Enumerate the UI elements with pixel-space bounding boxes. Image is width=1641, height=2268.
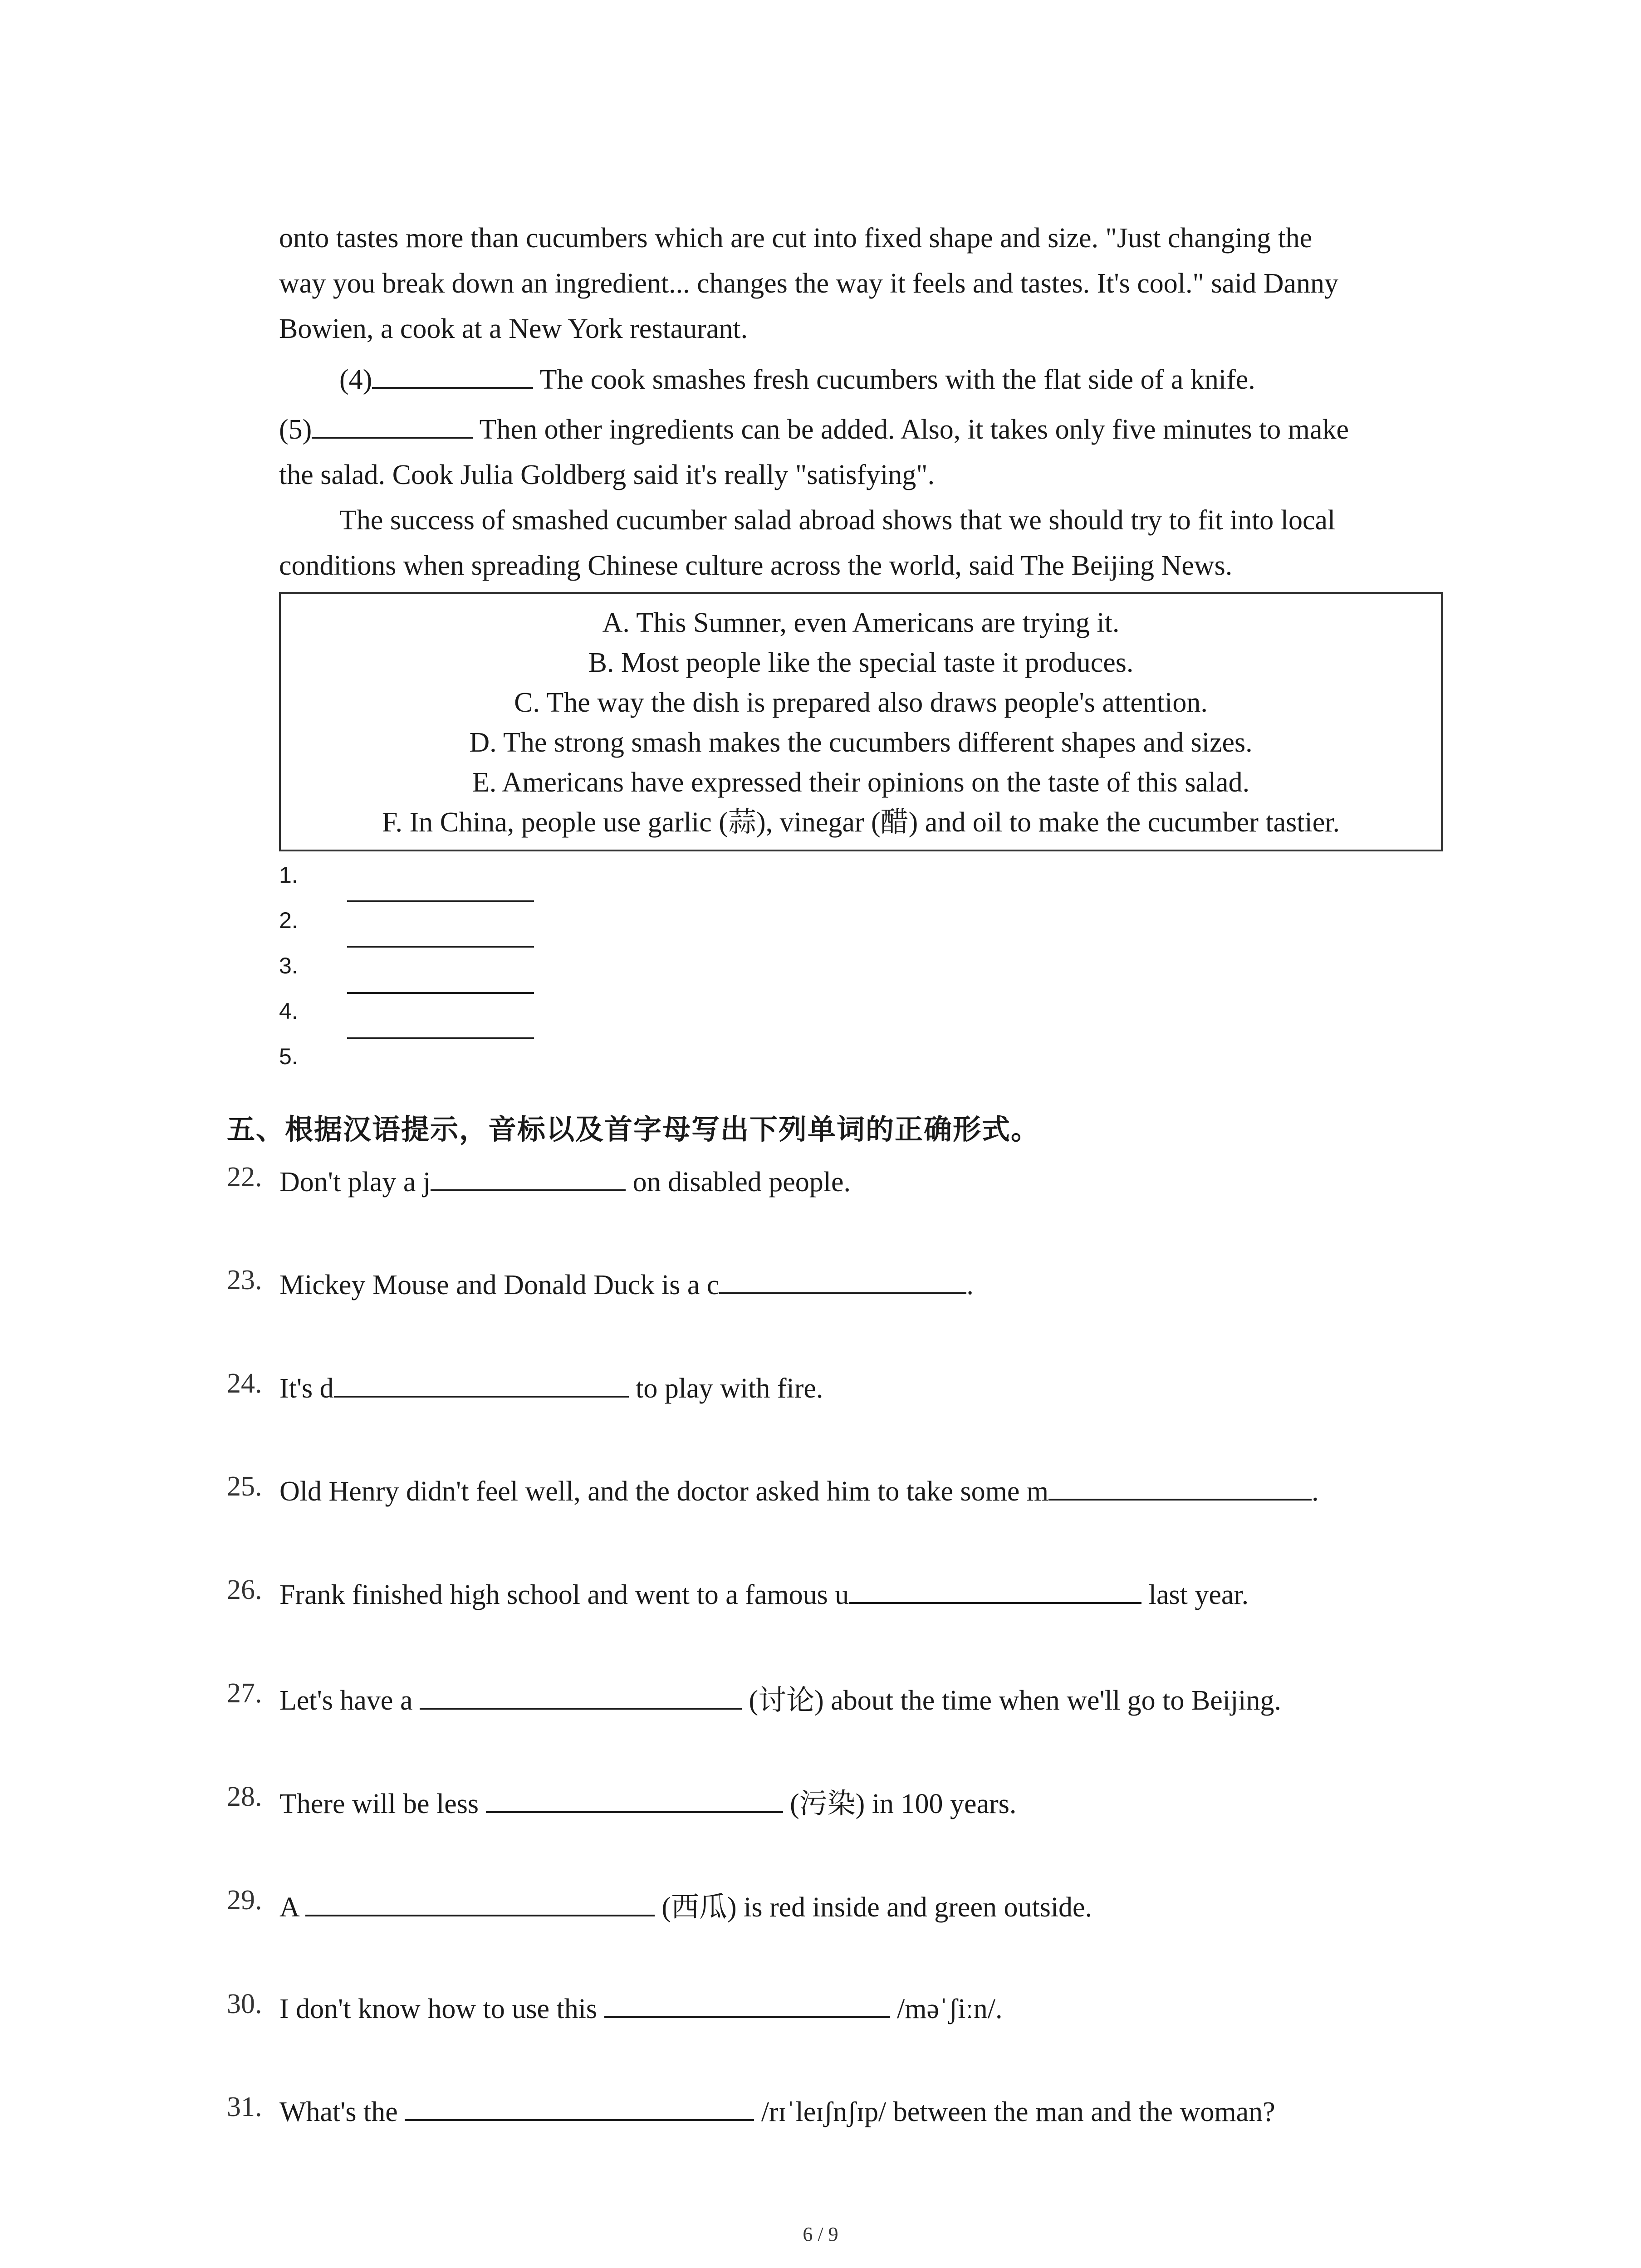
question-text: I don't know how to use this /məˈʃiːn/. — [279, 1988, 1003, 2025]
question-number: 27. — [227, 1678, 262, 1709]
answer-blank[interactable] — [1048, 1471, 1312, 1501]
answer-line-1[interactable] — [347, 900, 534, 902]
option-a: A. This Sumner, even Americans are trying it. — [602, 607, 1120, 638]
passage-line: the salad. Cook Julia Goldberg said it's really "satisfying". — [279, 459, 935, 490]
question-text: What's the /rɪˈleɪʃnʃɪp/ between the man and the woman? — [279, 2091, 1275, 2128]
answer-number: 5. — [279, 1044, 298, 1069]
answer-blank[interactable] — [719, 1264, 966, 1294]
question-number: 31. — [227, 2092, 262, 2122]
option-e: E. Americans have expressed their opinions on the taste of this salad. — [472, 767, 1250, 798]
passage-text: The cook smashes fresh cucumbers with the flat side of a knife. — [533, 364, 1255, 395]
question-text: Let's have a (讨论) about the time when we'll go to Beijing. — [279, 1677, 1281, 1718]
answer-line-3[interactable] — [347, 992, 534, 994]
question-text: A (西瓜) is red inside and green outside. — [279, 1884, 1092, 1925]
question-text: Don't play a j on disabled people. — [279, 1161, 851, 1198]
answer-blank[interactable] — [486, 1783, 783, 1813]
question-text: Mickey Mouse and Donald Duck is a c . — [279, 1264, 974, 1301]
passage-blank-line-4 — [339, 357, 1255, 402]
passage-line: onto tastes more than cucumbers which are cut into fixed shape and size. "Just changing the — [279, 223, 1313, 254]
blank-4[interactable] — [372, 359, 533, 389]
answer-blank[interactable] — [431, 1161, 626, 1191]
answer-blank[interactable] — [305, 1887, 655, 1916]
blank-5[interactable] — [312, 409, 473, 439]
question-number: 24. — [227, 1368, 262, 1399]
passage-line: The success of smashed cucumber salad abroad shows that we should try to fit into local — [339, 505, 1336, 536]
answer-number: 2. — [279, 908, 298, 933]
question-number: 30. — [227, 1989, 262, 2019]
question-number: 23. — [227, 1265, 262, 1295]
option-b: B. Most people like the special taste it produces. — [588, 647, 1134, 678]
option-c: C. The way the dish is prepared also draws people's attention. — [514, 687, 1208, 718]
question-number: 28. — [227, 1781, 262, 1812]
question-text: There will be less (污染) in 100 years. — [279, 1781, 1016, 1821]
passage-line: Bowien, a cook at a New York restaurant. — [279, 313, 748, 344]
passage-blank-line-5 — [279, 407, 1349, 452]
answer-number: 3. — [279, 953, 298, 978]
option-f: F. In China, people use garlic (蒜), vinegar (醋) and oil to make the cucumber tastier. — [382, 807, 1340, 838]
question-text: Frank finished high school and went to a famous u last year. — [279, 1574, 1249, 1611]
answer-number: 4. — [279, 998, 298, 1024]
passage-text: Then other ingredients can be added. Also, it takes only five minutes to make — [473, 414, 1349, 445]
question-text: It's d to play with fire. — [279, 1368, 823, 1405]
section-title: 五、根据汉语提示，音标以及首字母写出下列单词的正确形式。 — [227, 1113, 1040, 1146]
blank-label: (4) — [339, 364, 372, 395]
blank-label: (5) — [279, 414, 312, 445]
answer-number: 1. — [279, 862, 298, 888]
answer-blank[interactable] — [604, 1988, 890, 2018]
answer-line-4[interactable] — [347, 1037, 534, 1039]
question-text: Old Henry didn't feel well, and the doctor asked him to take some m . — [279, 1471, 1319, 1508]
passage-line: conditions when spreading Chinese culture across the world, said The Beijing News. — [279, 550, 1233, 581]
answer-line-2[interactable] — [347, 946, 534, 948]
page-number: 6 / 9 — [803, 2223, 838, 2245]
question-number: 26. — [227, 1574, 262, 1605]
answer-blank[interactable] — [849, 1574, 1141, 1604]
options-box — [279, 592, 1443, 851]
answer-blank[interactable] — [405, 2091, 754, 2121]
question-number: 29. — [227, 1885, 262, 1916]
question-number: 22. — [227, 1162, 262, 1193]
option-d: D. The strong smash makes the cucumbers different shapes and sizes. — [469, 727, 1253, 758]
answer-blank[interactable] — [420, 1680, 742, 1710]
passage-line: way you break down an ingredient... changes the way it feels and tastes. It's cool." said Danny — [279, 268, 1338, 299]
question-number: 25. — [227, 1471, 262, 1502]
answer-blank[interactable] — [334, 1368, 629, 1398]
